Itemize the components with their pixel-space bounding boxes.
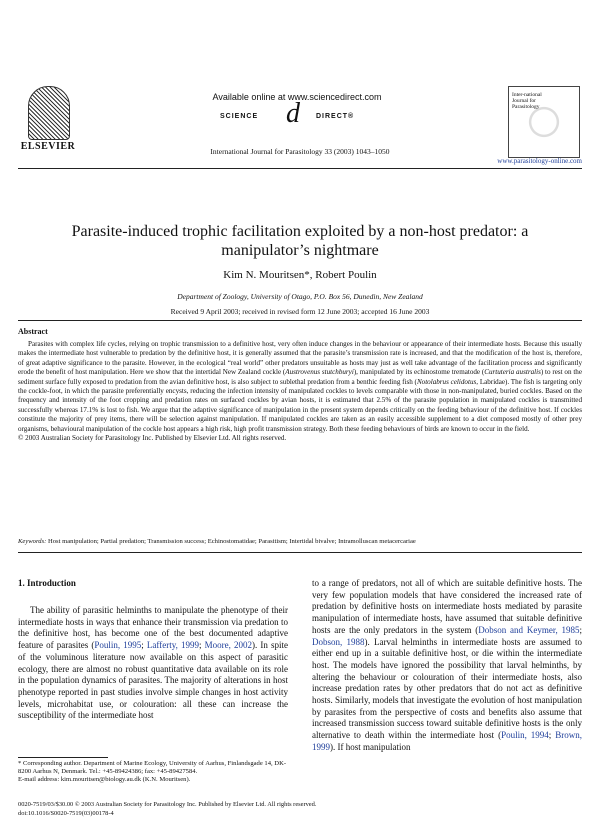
journal-citation: International Journal for Parasitology 33 (2003) 1043–1050 (210, 147, 390, 156)
footnote-divider (18, 757, 108, 758)
abstract-heading: Abstract (18, 327, 48, 336)
footer-issn-copyright: 0020-7519/03/$30.00 © 2003 Australian Society for Parasitology Inc. Published by Elsevier Ltd. All rights reserved. (18, 801, 317, 808)
corresponding-author-footnote (18, 760, 288, 785)
ref-separator: ; (198, 640, 205, 651)
journal-site-link[interactable]: www.parasitology-online.com (497, 157, 582, 165)
elsevier-tree-icon (28, 86, 70, 140)
body-column-left (18, 578, 288, 722)
intro-text-d: ). Larval helminths in intermediate hosts are assumed to either end up in a suitable definitive host, or die within the intermediate host. The models have ignored the possibility that larval helminths, by altering the behaviour or colouration of their intermediate hosts, also increase predation rates by other predators that do not act as definitive hosts. Similarly, models that investigate the evolution of host manipulation by parasites from the perspective of costs and benefits also assume that increased transmission success toward suitable definitive hosts is the only alternative to death within the intermediate host ( (312, 636, 582, 741)
species-trematode: Curtuteria australis (484, 368, 541, 377)
author-affiliation: Department of Zoology, University of Otago, P.O. Box 56, Dunedin, New Zealand (177, 292, 423, 301)
abstract-text-1: Parasites with complex life cycles, relying on trophic transmission to a definitive host, very often induce changes in the behaviour or appearance of their intermediate hosts. Because this usually makes the intermediate host vulnerable to predation by the definitive host, it is generally assumed that the parasite’s transmission rate is increased, and that the modification of the host is, therefore, of great adaptive significance to the parasite. However, in the ecological “real world” other predators unsuitable as hosts may just as well take advantage of the facilitation process and significantly erode the benefit of host manipulation. Here we show that the intertidal New Zealand cockle ( (18, 340, 582, 377)
keywords-line (18, 538, 582, 545)
intro-text-a: The ability of parasitic helminths to manipulate the phenotype of their intermediate hosts in ways that enhance their transmission via predation to the definitive host, has become one of the best documented adaptive feature of parasites ( (18, 605, 288, 651)
footnote-email[interactable]: E-mail address: kim.mouritsen@biology.au.dk (K.N. Mouritsen). (18, 776, 191, 784)
ref-dobson-1988[interactable]: Dobson, 1988 (312, 636, 365, 647)
ref-separator: ; (141, 640, 147, 651)
intro-text-c: to a range of predators, not all of which are suitable definitive hosts. The very few population models that have considered the increased rate of predation by definitive hosts on intermediate hosts mediated by parasite manipulation of intermediate hosts, have assumed that suitable definitive hosts are the only predators in the system ( (312, 578, 582, 635)
journal-cover-image (508, 86, 578, 156)
intro-text-b: ). In spite of the voluminous literature now available on this aspect of parasitic ecology, there are almost no robust quantitative data available on its role in the population dynamics of parasites. The majority of alterations in host phenotype reported in past studies involve simple changes in host activity levels, microhabitat use, or colouration: all these can increase the susceptibility of the intermediate host (18, 640, 288, 721)
page-footer (18, 801, 582, 818)
footer-doi[interactable]: doi:10.1016/S0020-7519(03)00178-4 (18, 809, 114, 817)
sd-logo-at-icon: d (286, 98, 300, 129)
elsevier-logo (18, 86, 78, 158)
ref-poulin-1995[interactable]: Poulin, 1995 (94, 640, 142, 651)
available-online-text[interactable]: Available online at www.sciencedirect.com (212, 92, 382, 102)
intro-paragraph (18, 605, 288, 722)
species-cockle: Austrovenus stutchburyi (285, 368, 354, 377)
article-title: Parasite-induced trophic facilitation exploited by a non-host predator: a manipulator’s nightmare (71, 223, 529, 259)
header-divider (18, 168, 582, 169)
abstract-text-4: , Labridae). The fish is targeting only the cockle-foot, in which the parasite preferentially encysts, reducing the infection intensity of manipulated cockles to levels comparable with those in non-manipulated, buried cockles. Based on the frequency and intensity of the foot cropping and predation rates on surfaced cockles by avian hosts, it is estimated that 2.5% of the parasite population in manipulated cockles is transmitted successfully whereas 17.1% is lost to fish. We argue that the adaptive significance of manipulation in the present system depends critically on the feeding behaviour of the definitive host. If cockles constitute the majority of prey items, there will be selection against manipulation. If manipulated cockles are taken as an easily accessible supplement to a diet composed mostly of other prey organisms, behavioural manipulation of the cockle host appears a high risk, high profit transmission strategy. Both these feeding behaviours of birds are known to occur in the field. (18, 377, 582, 433)
section-heading-introduction: 1. Introduction (18, 578, 76, 588)
sd-logo-word-science: SCIENCE (220, 113, 259, 120)
ref-dobson-keymer-1985[interactable]: Dobson and Keymer, 1985 (478, 624, 580, 635)
intro-text-e: ). If host manipulation (330, 741, 411, 752)
ref-brown-1999[interactable]: Brown, 1999 (312, 730, 582, 752)
ref-separator: ; (579, 624, 583, 635)
abstract-text-2: ), manipulated by its echinostome trematode ( (353, 368, 485, 377)
abstract-divider (18, 320, 582, 321)
keywords-label: Keywords: (18, 538, 47, 545)
ref-moore-2002[interactable]: Moore, 2002 (204, 640, 252, 651)
body-column-right (312, 578, 582, 754)
received-dates: Received 9 April 2003; received in revised form 12 June 2003; accepted 16 June 2003 (170, 307, 430, 316)
keywords-divider (18, 552, 582, 553)
ref-separator: ; (548, 730, 556, 741)
abstract-body (18, 340, 582, 443)
intro-paragraph-continued (312, 578, 582, 754)
abstract-text-3: ) to rest on the sediment surface fully exposed to predation from the avian definitive host, is also subject to sublethal predation from a benthic feeding fish ( (18, 368, 582, 386)
ref-lafferty-1999[interactable]: Lafferty, 1999 (146, 640, 199, 651)
publisher-name: ELSEVIER (20, 141, 76, 152)
footnote-author: * Corresponding author. Department of Marine Ecology, University of Aarhus, Finlandsgade 14, DK-8200 Aarhus N, Denmark. Tel.: +45-89424386; fax: +45-89427584. (18, 760, 287, 776)
keywords-list: Host manipulation; Partial predation; Transmission success; Echinostomatidae; Parasitism; Intertidal bivalve; Intramolluscan metacercariae (47, 538, 416, 545)
sciencedirect-logo (220, 98, 380, 134)
abstract-copyright: © 2003 Australian Society for Parasitology Inc. Published by Elsevier Ltd. All rights reserved. (18, 434, 287, 443)
article-authors: Kim N. Mouritsen*, Robert Poulin (223, 269, 377, 281)
species-fish: Notolabrus celidotus (416, 377, 477, 386)
journal-cover-title: Inter-national Journal for Parasitology (512, 92, 542, 111)
sd-logo-word-direct: DIRECT® (316, 113, 355, 120)
ref-poulin-1994[interactable]: Poulin, 1994 (501, 730, 549, 741)
